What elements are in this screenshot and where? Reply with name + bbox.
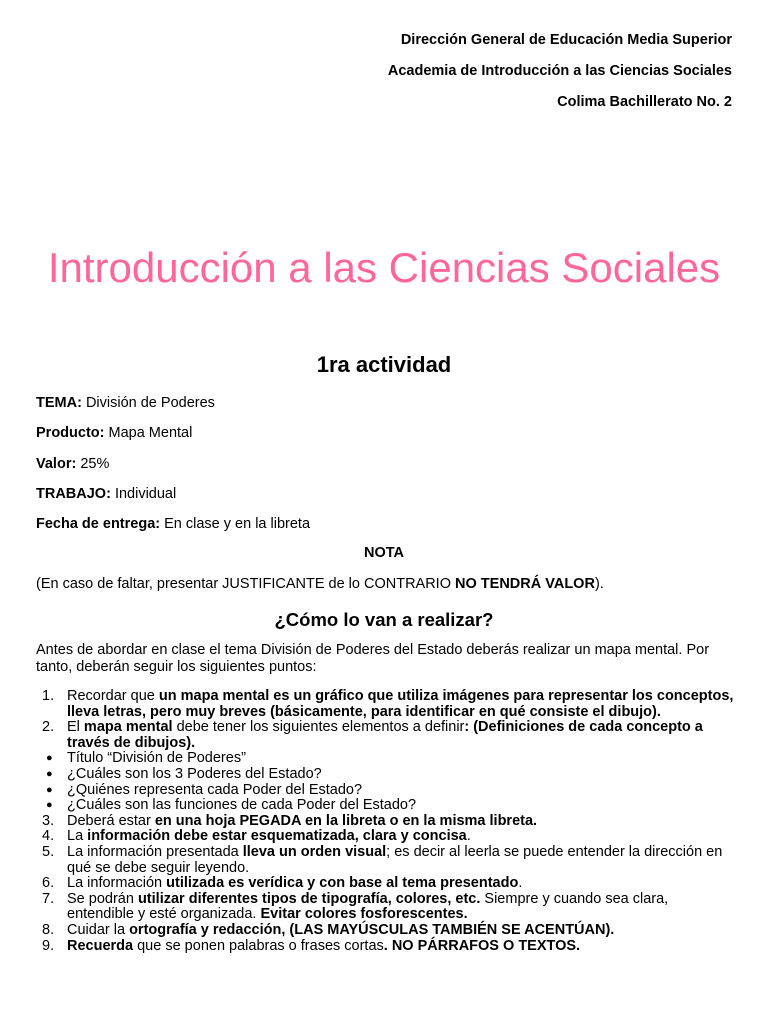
list-item: ● ¿Cuáles son los 3 Poderes del Estado? (46, 765, 322, 782)
nota-text: (En caso de faltar, presentar JUSTIFICANTE de lo CONTRARIO NO TENDRÁ VALOR). (36, 576, 604, 592)
list-item: 7. Se podrán utilizar diferentes tipos de tipografía, colores, etc. Siempre y cuando sea clara, entendible y esté organizada. Evitar colores fosforescentes. (42, 890, 669, 923)
field-value: 25% (80, 455, 110, 472)
field-label: Valor: (36, 455, 77, 472)
activity-fields (36, 394, 310, 545)
intro-paragraph: Antes de abordar en clase el tema División de Poderes del Estado deberás realizar un mapa mental. Por tanto, deberán seguir los siguientes puntos: (36, 642, 710, 675)
activity-subtitle: 1ra actividad (316, 352, 452, 377)
list-item: 1. Recordar que un mapa mental es un gráfico que utiliza imágenes para representar los conceptos, lleva letras, pero muy breves (básicamente, para identificar en qué consiste el dibujo). (42, 688, 734, 720)
document-header (388, 31, 732, 124)
field-valor (36, 455, 310, 485)
field-trabajo (36, 485, 310, 515)
field-tema (36, 394, 310, 424)
list-item: ● ¿Cuáles son las funciones de cada Poder del Estado? (46, 797, 417, 814)
bullet-icon: ● (46, 767, 53, 780)
list-item: 4. La información debe estar esquematizada, clara y concisa. (42, 828, 471, 845)
bullet-icon: ● (46, 783, 53, 796)
bullet-icon: ● (46, 752, 53, 765)
header-line-3: Colima Bachillerato No. 2 (557, 94, 732, 110)
header-line-2: Academia de Introducción a las Ciencias Sociales (387, 63, 732, 79)
list-item: 5. La información presentada lleva un orden visual; es decir al leerla se puede entender la dirección en qué se debe seguir leyendo. (42, 843, 723, 876)
bullet-icon: ● (46, 799, 53, 812)
list-item: 6. La información utilizada es verídica y con base al tema presentado. (42, 875, 523, 892)
field-value: Mapa Mental (108, 425, 193, 442)
field-fecha-entrega (36, 515, 310, 545)
list-item: ● Título “División de Poderes” (46, 750, 246, 767)
field-label: TEMA: (36, 395, 82, 411)
nota-title: NOTA (363, 545, 404, 561)
document-title: Introducción a las Ciencias Sociales (47, 244, 721, 291)
list-item: 8. Cuidar la ortografía y redacción, (LAS MAYÚSCULAS TAMBIÉN SE ACENTÚAN). (42, 921, 615, 938)
list-item: ● ¿Quiénes representa cada Poder del Estado? (46, 781, 363, 798)
section-heading: ¿Cómo lo van a realizar? (274, 609, 494, 630)
field-producto (36, 424, 310, 454)
list-item: 9. Recuerda que se ponen palabras o frases cortas. NO PÁRRAFOS O TEXTOS. (42, 937, 581, 954)
header-line-1: Dirección General de Educación Media Superior (400, 32, 732, 48)
field-label: Producto: (36, 425, 105, 442)
field-value: En clase y en la libreta (164, 516, 311, 533)
field-value: Individual (114, 485, 177, 502)
field-value: División de Poderes (85, 395, 215, 411)
list-item: 3. Deberá estar en una hoja PEGADA en la libreta o en la misma libreta. (42, 812, 538, 829)
instructions-list (36, 689, 736, 954)
field-label: TRABAJO: (36, 485, 111, 502)
field-label: Fecha de entrega: (36, 516, 161, 533)
list-item: 2. El mapa mental debe tener los siguientes elementos a definir: (Definiciones de cada concepto a través de dibujos). (42, 719, 703, 751)
